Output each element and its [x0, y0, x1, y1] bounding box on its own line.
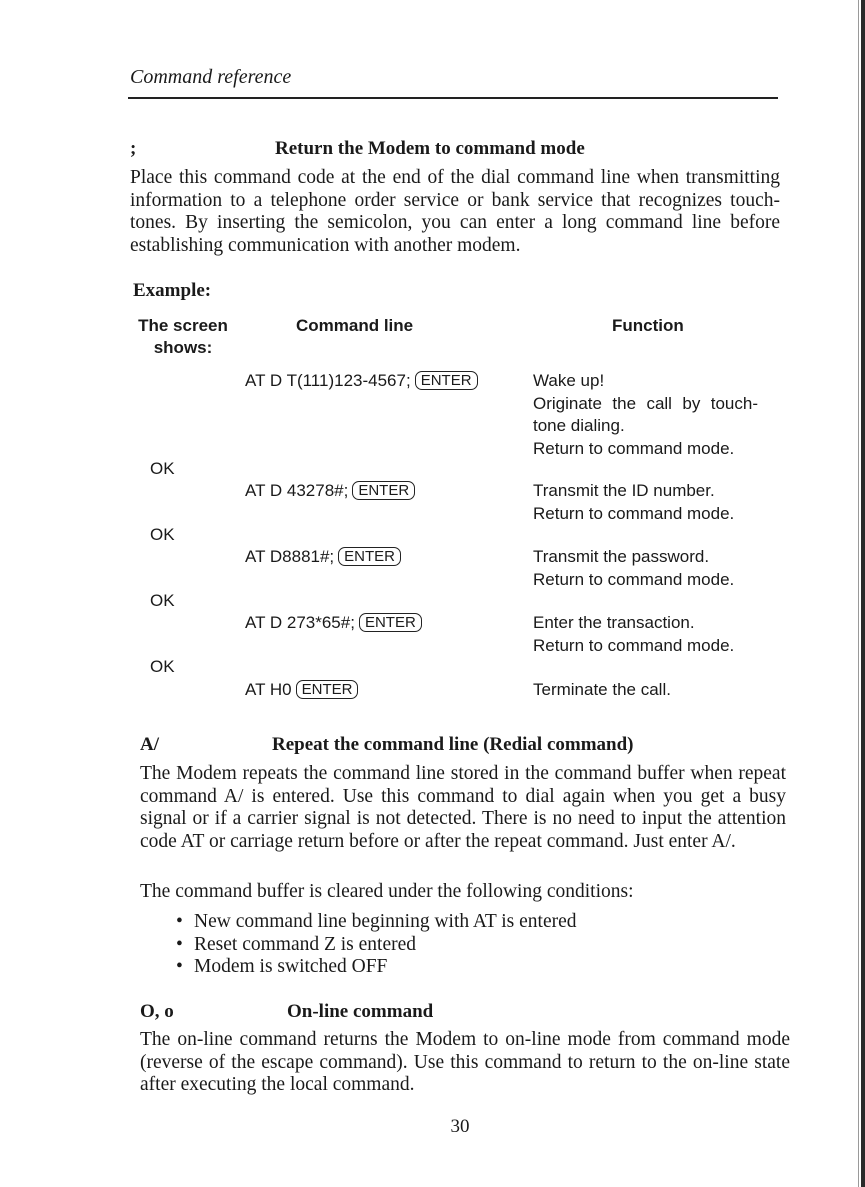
command-text: AT D T(111)123-4567;: [245, 371, 411, 390]
header-command-line: Command line: [296, 316, 414, 335]
command-line-cell: [245, 370, 478, 393]
section-body-semicolon: Place this command code at the end of the dial command line when transmitting information to a telephone order service or bank service that recognizes touch-tones. By inserting the semicolon, you can enter a long command line before establishing communication with another modem.: [130, 167, 780, 256]
screen-ok: OK: [150, 459, 175, 478]
header-screen-shows: The screen shows:: [138, 316, 228, 357]
list-item: • Modem is switched OFF: [176, 956, 577, 979]
screen-ok: OK: [150, 591, 175, 610]
section-title-repeat: Repeat the command line (Redial command): [272, 734, 634, 755]
screen-ok: OK: [150, 657, 175, 676]
command-text: AT H0: [245, 680, 292, 699]
list-item: • Reset command Z is entered: [176, 934, 577, 957]
section-title-semicolon: Return the Modem to command mode: [275, 138, 585, 159]
enter-key-icon: ENTER: [415, 371, 478, 390]
function-cell: Terminate the call.: [533, 680, 671, 699]
command-line-cell: [245, 546, 401, 569]
function-cell: Wake up! Originate the call by touch-tone dialing. Return to command mode.: [533, 371, 758, 458]
header-rule: [128, 97, 778, 99]
function-cell: Transmit the ID number. Return to command mode.: [533, 481, 735, 523]
enter-key-icon: ENTER: [338, 547, 401, 566]
command-text: AT D8881#;: [245, 547, 335, 566]
command-text: AT D 43278#;: [245, 481, 349, 500]
function-cell: Enter the transaction. Return to command mode.: [533, 613, 735, 655]
command-line-cell: [245, 480, 415, 503]
command-line-cell: [245, 612, 422, 635]
enter-key-icon: ENTER: [359, 613, 422, 632]
example-label: Example:: [133, 280, 212, 301]
clear-conditions-list: [176, 911, 577, 979]
command-code-online: O, o: [140, 1001, 174, 1022]
function-cell: Transmit the password. Return to command mode.: [533, 547, 735, 589]
scan-edge-line: [858, 0, 859, 1187]
section-title-online: On-line command: [287, 1001, 434, 1022]
screen-ok: OK: [150, 525, 175, 544]
command-code-repeat: A/: [140, 734, 159, 755]
section-body-repeat: The Modem repeats the command line stored in the command buffer when repeat command A/ is entered. Use this command to dial again when you get a busy signal or if a carrier signal is not detected. There is no need to input the attention code AT or carriage return before or after the repeat command. Just enter A/.: [140, 763, 786, 852]
command-text: AT D 273*65#;: [245, 613, 355, 632]
command-line-cell: [245, 679, 358, 702]
buffer-intro: The command buffer is cleared under the following conditions:: [140, 881, 634, 902]
page-number: 30: [450, 1116, 470, 1137]
enter-key-icon: ENTER: [296, 680, 359, 699]
enter-key-icon: ENTER: [352, 481, 415, 500]
list-item: • New command line beginning with AT is entered: [176, 911, 577, 934]
scan-edge: [861, 0, 865, 1187]
section-body-online: The on-line command returns the Modem to on-line mode from command mode (reverse of the escape command). Use this command to return to the on-line state after executing the local command.: [140, 1029, 790, 1095]
command-code-semicolon: ;: [130, 138, 137, 159]
header-function: Function: [612, 316, 684, 335]
running-header: Command reference: [130, 66, 292, 88]
